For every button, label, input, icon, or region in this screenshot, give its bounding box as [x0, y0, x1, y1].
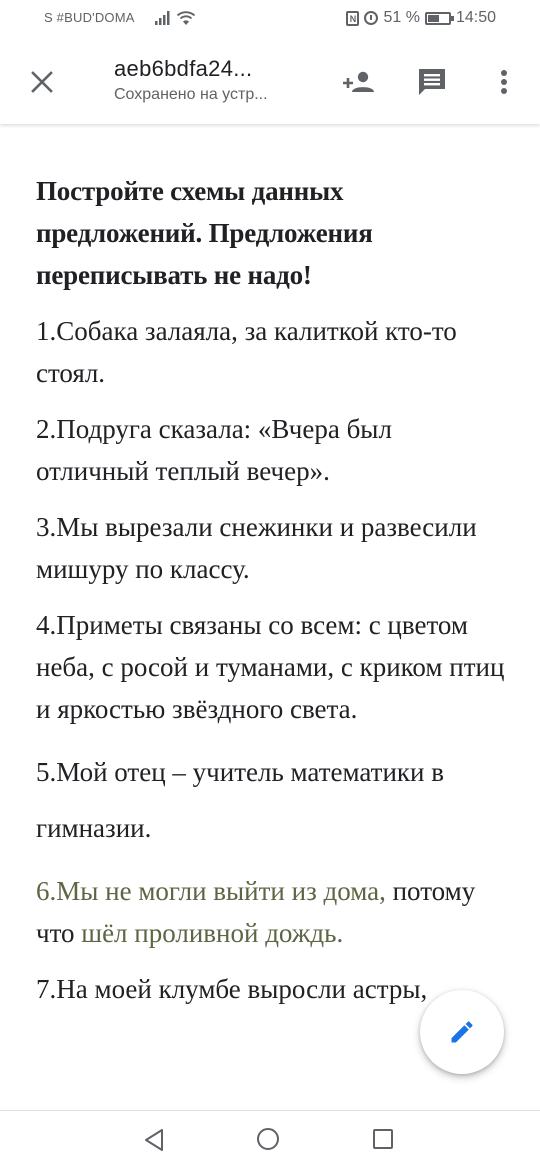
sentence-5: 5.Мой отец – учитель математики в гимназии.	[36, 757, 444, 843]
document-heading: Постройте схемы данных предложений. Предложения переписывать не надо!	[36, 176, 373, 290]
share-button[interactable]	[340, 62, 380, 102]
close-button[interactable]	[22, 62, 62, 102]
status-time: 14:50	[455, 9, 496, 26]
document-content[interactable]	[36, 170, 506, 1024]
close-icon	[30, 70, 54, 94]
sentence-6-part-3: шёл проливной дождь.	[81, 918, 344, 948]
battery-percent: 51 %	[383, 9, 420, 26]
edit-pencil-icon	[448, 1018, 476, 1046]
sentence-2: 2.Подруга сказала: «Вчера был отличный теплый вечер».	[36, 414, 392, 486]
comment-icon	[417, 67, 447, 97]
document-title: aeb6bdfa24...	[114, 56, 253, 81]
signal-icon	[155, 11, 171, 25]
edit-fab-button[interactable]	[420, 990, 504, 1074]
home-icon[interactable]	[257, 1128, 279, 1150]
battery-icon	[425, 12, 451, 25]
status-right	[346, 9, 496, 27]
add-person-icon	[342, 70, 378, 94]
wifi-icon	[176, 10, 196, 26]
title-block	[114, 56, 294, 104]
sentence-6	[36, 870, 506, 954]
app-bar	[0, 40, 540, 124]
status-carrier-text: Ѕ #BUD'DOMA	[44, 10, 135, 25]
system-nav-bar	[0, 1110, 540, 1171]
sentence-6-part-2: потому что	[36, 876, 476, 948]
sentence-1: 1.Собака залаяла, за калиткой кто-то стоял.	[36, 316, 457, 388]
sentence-3: 3.Мы вырезали снежинки и развесили мишуру по классу.	[36, 512, 477, 584]
alarm-icon	[364, 11, 378, 25]
more-options-button[interactable]	[484, 62, 524, 102]
nfc-icon: N	[346, 11, 359, 26]
more-vert-icon	[500, 69, 508, 95]
sentence-6-part-1: 6.Мы не могли выйти из дома,	[36, 876, 386, 906]
back-icon[interactable]	[143, 1128, 165, 1152]
recent-apps-icon[interactable]	[373, 1129, 393, 1149]
sentence-7: 7.На моей клумбе выросли астры,	[36, 974, 428, 1004]
status-bar	[0, 0, 540, 40]
comments-button[interactable]	[412, 62, 452, 102]
sentence-4: 4.Приметы связаны со всем: с цветом неба, с росой и туманами, с криком птиц и яркостью звёздного света.	[36, 610, 505, 724]
document-save-status: Сохранено на устр...	[114, 86, 268, 103]
